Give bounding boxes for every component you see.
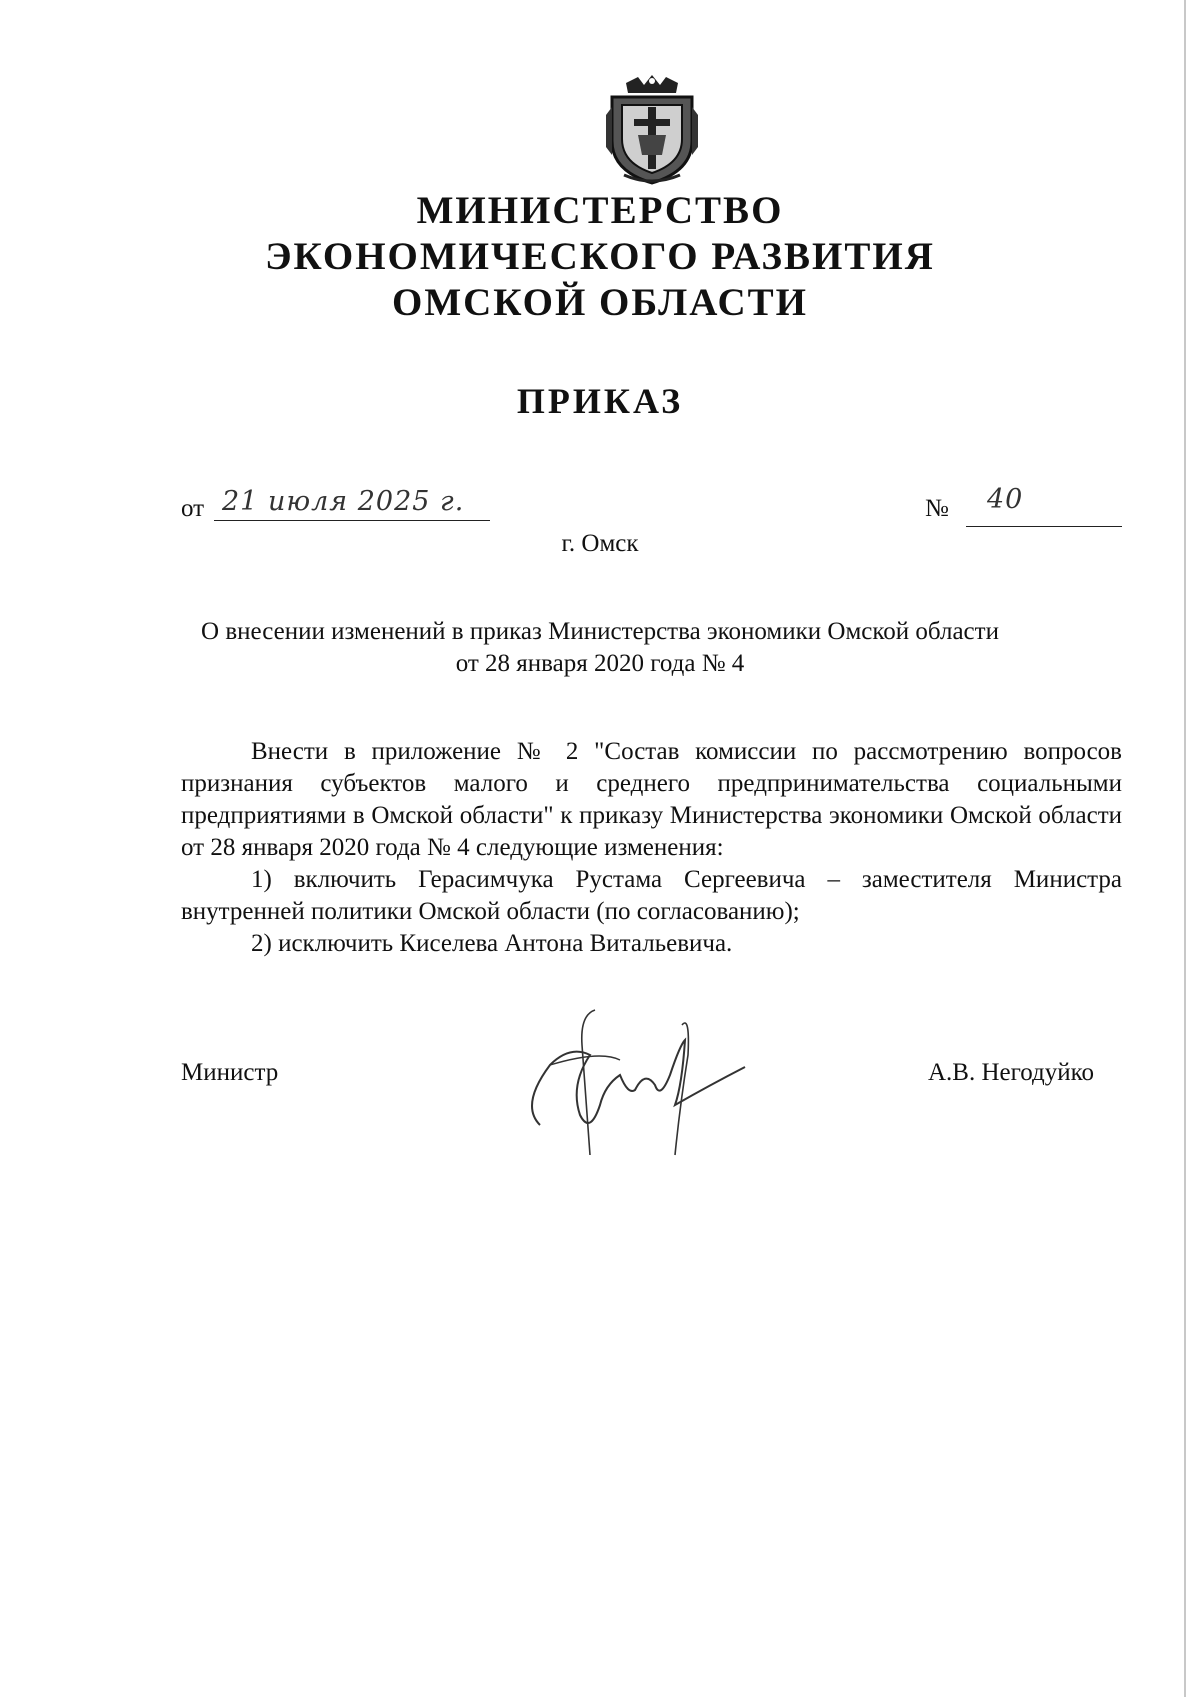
- change-item-1: 1) включить Герасимчука Рустама Сергеевича – заместителя Министра внутренней политики Омской области (по согласованию);: [181, 866, 1122, 925]
- handwritten-date: 21 июля 2025 г.: [222, 486, 465, 517]
- coat-of-arms-icon: [604, 75, 700, 185]
- subject-line2: от 28 января 2020 года № 4: [455, 650, 745, 677]
- subject-line1: О внесении изменений в приказ Министерства экономики Омской области: [201, 618, 999, 645]
- ministry-title-line1: МИНИСТЕРСТВО: [416, 189, 784, 232]
- signatory-name: А.В. Негодуйко: [928, 1059, 1095, 1086]
- body-paragraph: Внести в приложение № 2 "Состав комиссии по рассмотрению вопросов признания субъектов малого и среднего предпринимательства социальными предприятиями в Омской области" к приказу Министерства экономики Омской области от 28 января 2020 года № 4 следующие изменения:: [181, 738, 1122, 861]
- city: г. Омск: [561, 530, 639, 557]
- signatory-position: Министр: [181, 1059, 279, 1086]
- number-prefix: №: [925, 495, 949, 522]
- order-body: [181, 736, 1122, 960]
- change-item-2: 2) исключить Киселева Антона Витальевича.: [251, 930, 733, 957]
- number-underline: [966, 526, 1122, 527]
- ministry-title-line3: ОМСКОЙ ОБЛАСТИ: [392, 281, 808, 324]
- handwritten-number: 40: [987, 484, 1024, 515]
- document-type-title: ПРИКАЗ: [516, 381, 684, 421]
- signature-icon: [510, 1005, 770, 1165]
- date-prefix: от: [181, 495, 205, 522]
- date-underline: [214, 520, 490, 521]
- ministry-title-line2: ЭКОНОМИЧЕСКОГО РАЗВИТИЯ: [265, 235, 935, 278]
